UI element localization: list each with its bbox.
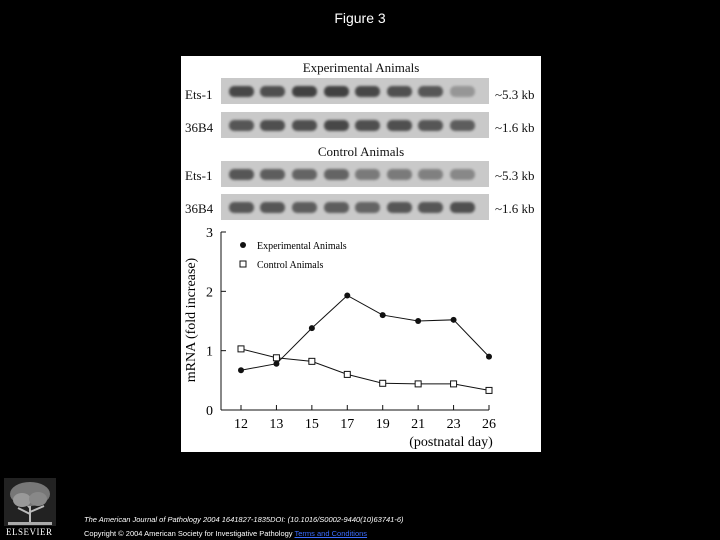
publisher-name: ELSEVIER	[6, 527, 53, 537]
x-tick-label: 13	[269, 417, 284, 432]
data-point-experimental	[451, 317, 457, 323]
data-point-control	[309, 358, 315, 364]
blot-band	[355, 120, 380, 131]
blot-size-label: ~5.3 kb	[495, 87, 535, 102]
data-point-experimental	[273, 361, 279, 367]
blot-band	[292, 120, 317, 131]
blot-band	[387, 202, 412, 213]
data-point-control	[486, 387, 492, 393]
blot-band	[324, 120, 349, 131]
x-tick-label: 26	[482, 417, 496, 432]
copyright-line	[84, 529, 367, 538]
blot-band	[229, 120, 254, 131]
data-point-control	[238, 346, 244, 352]
blot-band	[418, 169, 443, 180]
y-tick-label: 0	[206, 404, 213, 419]
blot-band	[450, 169, 475, 180]
x-tick-label: 23	[446, 417, 461, 432]
blot-band	[418, 202, 443, 213]
blot-band	[418, 86, 443, 97]
data-point-control	[380, 380, 386, 386]
blot-band	[355, 86, 380, 97]
blot-band	[292, 169, 317, 180]
data-point-experimental	[486, 354, 492, 360]
blot-size-label: ~1.6 kb	[495, 120, 535, 135]
blot-band	[387, 169, 412, 180]
data-point-control	[415, 381, 421, 387]
blot-row-label: Ets-1	[185, 168, 213, 183]
experimental-blot-heading: Experimental Animals	[302, 60, 420, 75]
blot-band	[355, 169, 380, 180]
legend-label: Control Animals	[257, 260, 324, 271]
blot-band	[450, 86, 475, 97]
blot-image-ets1-experimental	[221, 78, 489, 104]
data-point-experimental	[309, 325, 315, 331]
blot-band	[229, 169, 254, 180]
y-tick-label: 3	[206, 226, 213, 241]
data-point-experimental	[344, 292, 350, 298]
blot-band	[260, 86, 285, 97]
blot-band	[260, 202, 285, 213]
blot-band	[229, 86, 254, 97]
y-axis-label: mRNA (fold increase)	[184, 257, 199, 383]
blot-band	[260, 169, 285, 180]
blot-band	[450, 120, 475, 131]
blot-size-label: ~5.3 kb	[495, 168, 535, 183]
blot-row-label: Ets-1	[185, 87, 213, 102]
blot-band	[324, 202, 349, 213]
x-tick-label: 21	[411, 417, 426, 432]
legend-marker	[240, 242, 246, 248]
x-tick-label: 15	[304, 417, 319, 432]
blot-band	[292, 202, 317, 213]
blot-band	[387, 86, 412, 97]
terms-link[interactable]: Terms and Conditions	[294, 529, 368, 538]
blot-band	[418, 120, 443, 131]
blot-image-ets1-control	[221, 161, 489, 187]
blot-band	[450, 202, 475, 213]
legend-label: Experimental Animals	[257, 241, 347, 252]
control-blot-heading: Control Animals	[317, 144, 405, 159]
slide-title: Figure 3	[334, 10, 386, 26]
data-point-experimental	[415, 318, 421, 324]
data-point-control	[451, 381, 457, 387]
line-chart	[181, 226, 541, 452]
x-tick-label: 17	[340, 417, 355, 432]
blot-image-36b4-control	[221, 194, 489, 220]
legend-marker	[240, 261, 246, 267]
x-axis-label: (postnatal day)	[409, 435, 493, 450]
y-tick-label: 2	[206, 285, 213, 301]
blot-band	[355, 202, 380, 213]
data-point-control	[344, 371, 350, 377]
blot-row-label: 36B4	[185, 201, 214, 216]
y-tick-label: 1	[206, 344, 213, 360]
citation-text: The American Journal of Pathology 2004 1641827-1835DOI: (10.1016/S0002-9440(10)63741-6)	[84, 515, 404, 524]
blot-row-label: 36B4	[185, 120, 214, 135]
data-point-experimental	[238, 367, 244, 373]
blot-image-36b4-experimental	[221, 112, 489, 138]
data-point-experimental	[380, 312, 386, 318]
blot-size-label: ~1.6 kb	[495, 201, 535, 216]
blot-band	[324, 169, 349, 180]
blot-band	[292, 86, 317, 97]
blot-band	[387, 120, 412, 131]
data-point-control	[273, 355, 279, 361]
blot-band	[324, 86, 349, 97]
copyright-text: Copyright © 2004 American Society for Investigative Pathology	[84, 529, 293, 538]
x-tick-label: 19	[375, 417, 390, 432]
x-tick-label: 12	[234, 417, 248, 432]
blot-band	[260, 120, 285, 131]
figure-panel	[181, 56, 541, 452]
blot-band	[229, 202, 254, 213]
